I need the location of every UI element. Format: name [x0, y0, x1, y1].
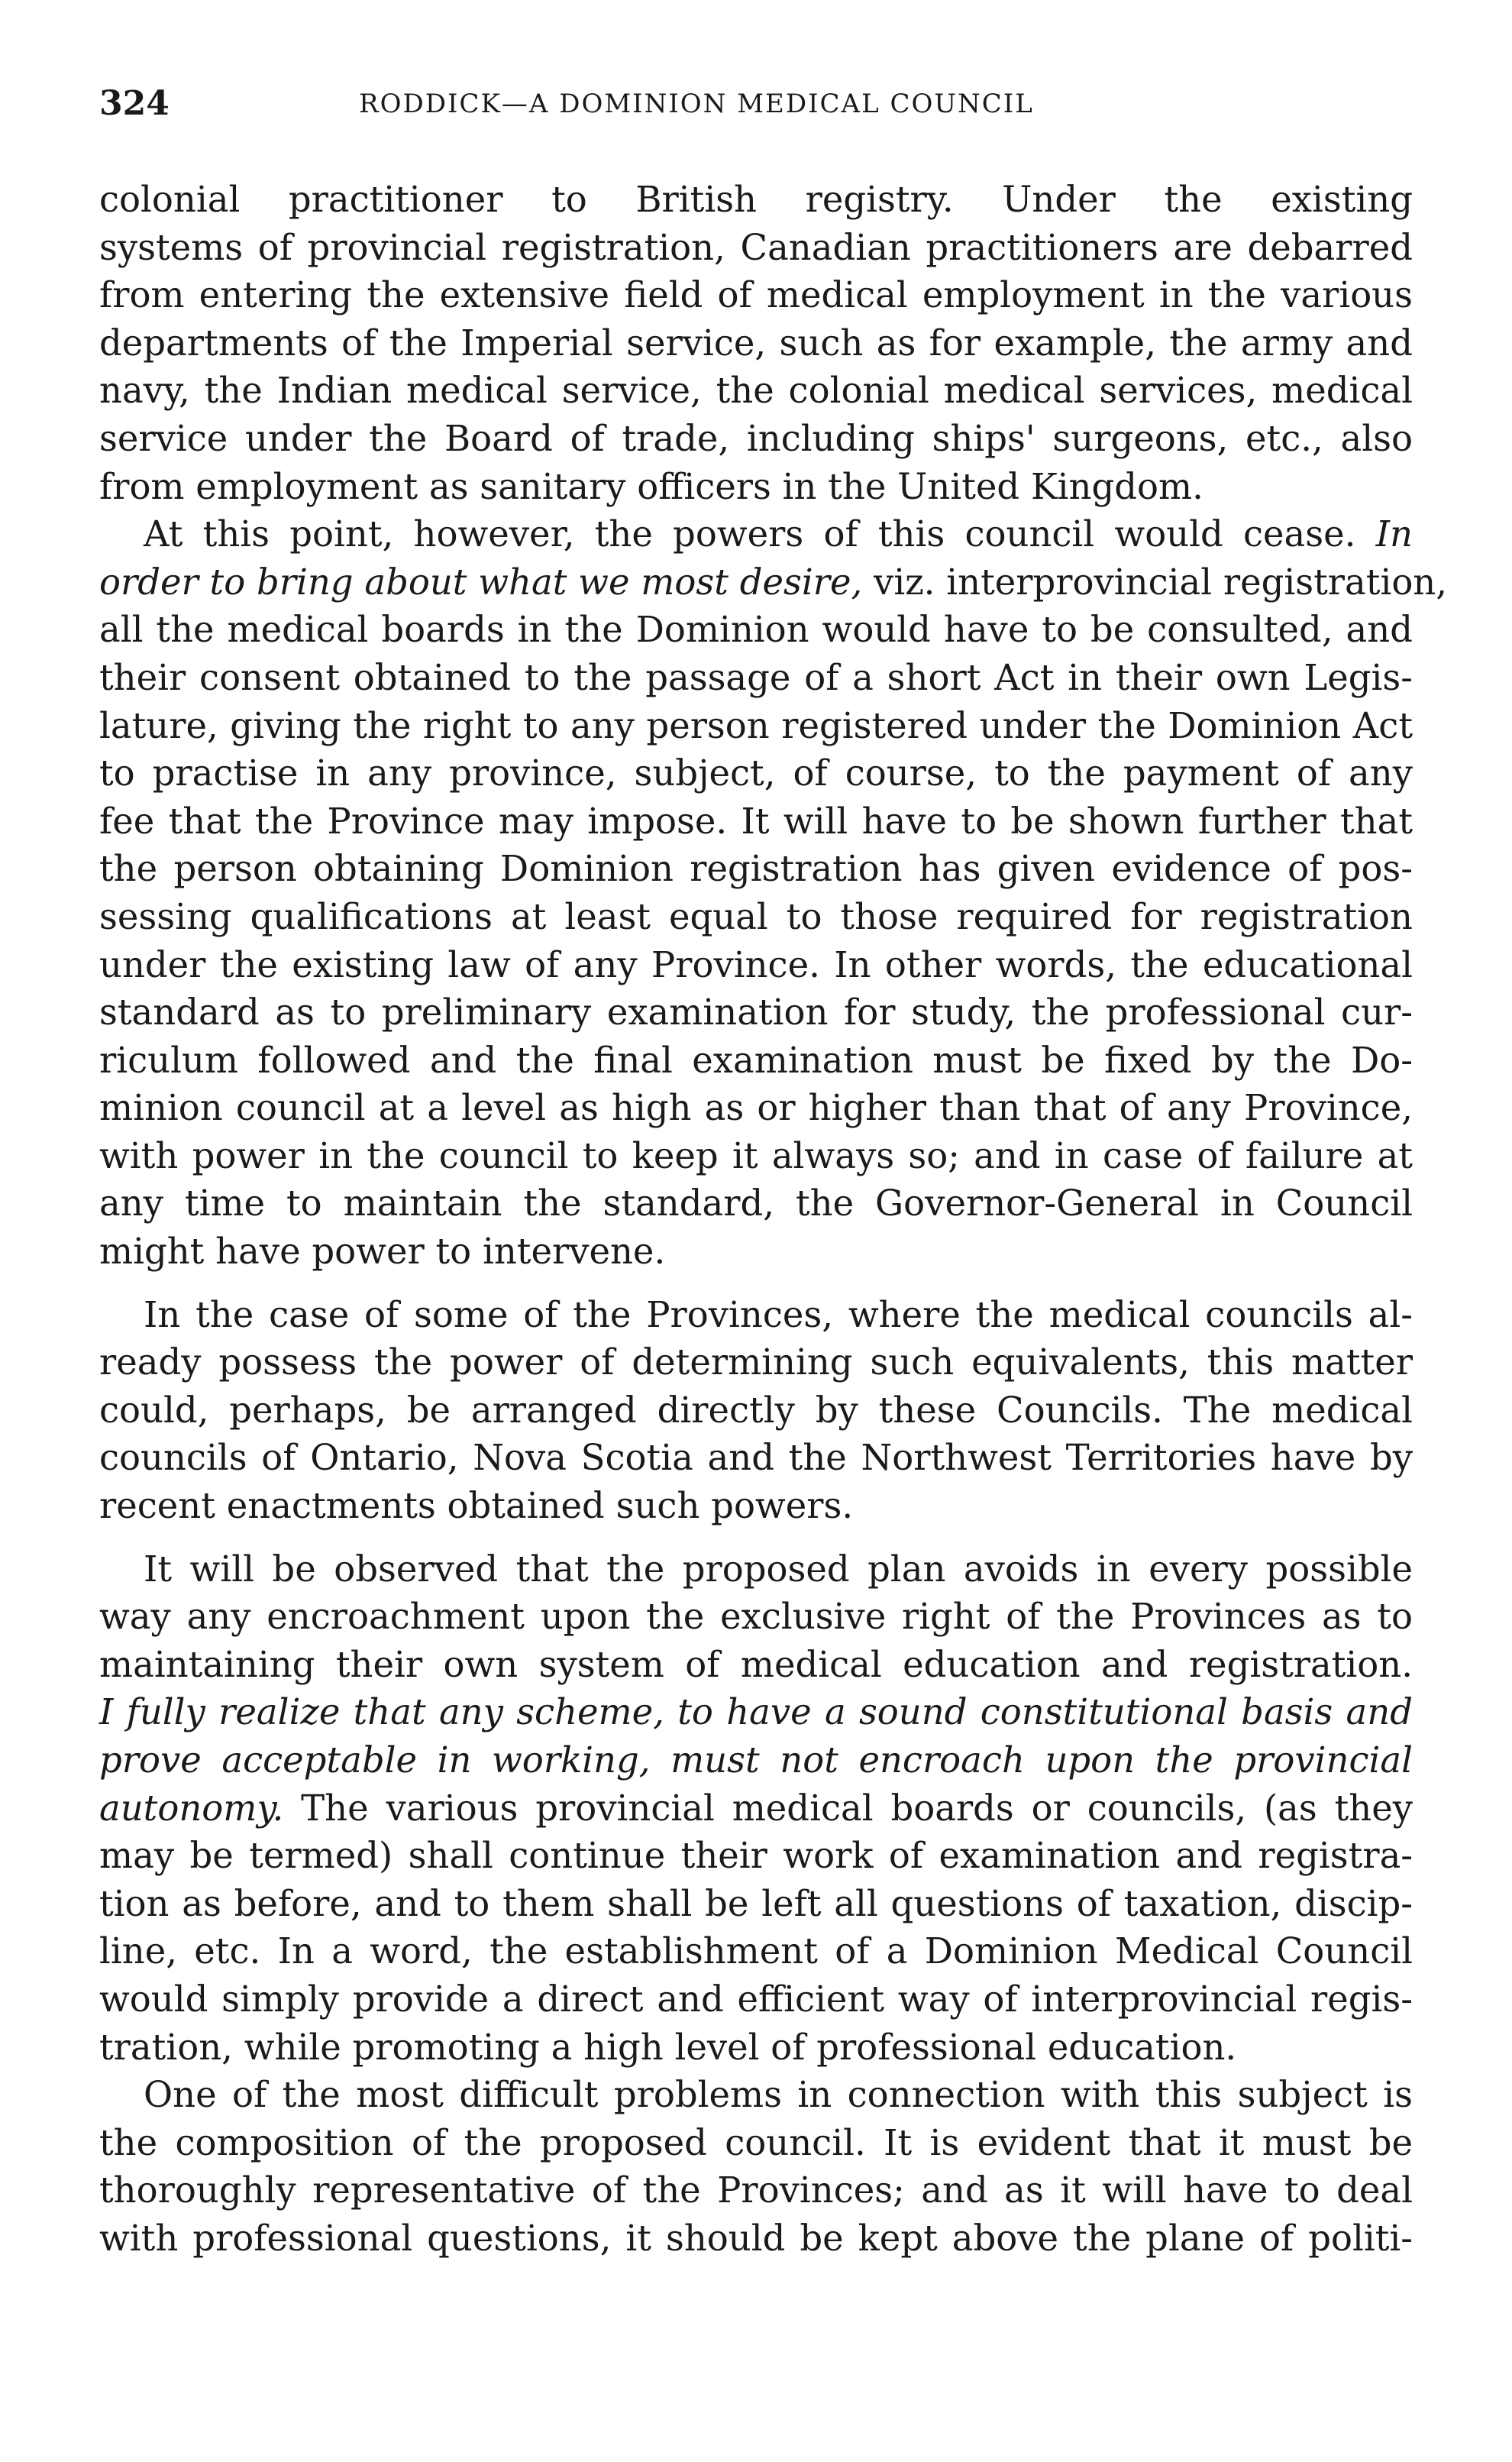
paragraph-gap [99, 1276, 1413, 1291]
running-head: RODDICK—A DOMINION MEDICAL COUNCIL [359, 89, 1034, 119]
text-line: any time to maintain the standard, the Governor-General in Council [99, 1182, 1413, 1225]
text-line: minion council at a level as high as or higher than that of any Province, [99, 1087, 1413, 1129]
text-line: their consent obtained to the passage of a short Act in their own Legis- [99, 656, 1413, 698]
text-line: with professional questions, it should be kept above the plane of politi- [99, 2217, 1413, 2259]
text-run: The various provincial medical boards or councils, (as they [283, 1787, 1413, 1829]
text-line [99, 1784, 1413, 1833]
page-number: 324 [99, 84, 170, 123]
text-run: viz. interprovincial registration, [862, 561, 1448, 603]
text-line: with power in the council to keep it always so; and in case of failure at [99, 1134, 1413, 1176]
text-line [99, 1736, 1413, 1784]
text-line: departments of the Imperial service, such as for example, the army and [99, 322, 1413, 364]
italic-run: autonomy. [99, 1787, 284, 1829]
text-line: fee that the Province may impose. It will have to be shown further that [99, 800, 1413, 842]
italic-run: order to bring about what we most desire, [99, 561, 863, 603]
text-line: tration, while promoting a high level of professional education. [99, 2026, 1237, 2068]
text-line: maintaining their own system of medical education and registration. [99, 1643, 1413, 1685]
text-line: councils of Ontario, Nova Scotia and the Northwest Territories have by [99, 1437, 1413, 1479]
text-line: sessing qualifications at least equal to those required for registration [99, 895, 1413, 937]
paragraph-3 [99, 1291, 1413, 1530]
text-line: line, etc. In a word, the establishment of a Dominion Medical Council [99, 1930, 1413, 1972]
paragraph-5 [99, 2071, 1413, 2262]
text-line: tion as before, and to them shall be left all questions of taxation, discip- [99, 1882, 1413, 1924]
paragraph-gap [99, 1530, 1413, 1545]
page [99, 84, 1448, 2263]
text-line: systems of provincial registration, Canadian practitioners are debarred [99, 226, 1413, 268]
paragraph-1 [99, 176, 1413, 510]
text-line: standard as to preliminary examination for study, the professional cur- [99, 992, 1413, 1034]
paragraph-4 [99, 1545, 1413, 2072]
italic-run: I fully realize that any scheme, to have a sound constitutional basis and [99, 1691, 1413, 1733]
text-line [99, 510, 1413, 558]
text-line: to practise in any province, subject, of course, to the payment of any [99, 752, 1413, 794]
text-line [99, 558, 1448, 607]
text-line: could, perhaps, be arranged directly by these Councils. The medical [99, 1389, 1413, 1431]
text-line: navy, the Indian medical service, the colonial medical services, medical [99, 370, 1413, 412]
text-line: under the existing law of any Province. In other words, the educational [99, 943, 1413, 985]
text-line: service under the Board of trade, including ships' surgeons, etc., also [99, 417, 1413, 459]
text-line: It will be observed that the proposed plan avoids in every possible [144, 1548, 1413, 1590]
text-line: might have power to intervene. [99, 1231, 666, 1273]
text-line [99, 1688, 1413, 1736]
text-line: from employment as sanitary officers in the United Kingdom. [99, 465, 1203, 507]
text-line: the composition of the proposed council. It is evident that it must be [99, 2121, 1413, 2163]
text-line: riculum followed and the final examination must be fixed by the Do- [99, 1039, 1413, 1081]
text-line: from entering the extensive field of medical employment in the various [99, 274, 1413, 316]
paragraph-2 [99, 510, 1448, 1276]
page-header [99, 84, 1413, 137]
text-line: would simply provide a direct and efficient way of interprovincial regis- [99, 1978, 1413, 2020]
text-line: may be termed) shall continue their work of examination and registra- [99, 1835, 1413, 1877]
italic-run: In [1375, 513, 1413, 555]
text-line: One of the most difficult problems in connection with this subject is [144, 2074, 1413, 2116]
text-line: all the medical boards in the Dominion would have to be consulted, and [99, 609, 1413, 651]
text-line: thoroughly representative of the Provinces; and as it will have to deal [99, 2169, 1413, 2211]
text-line: lature, giving the right to any person registered under the Dominion Act [99, 704, 1413, 746]
text-line: colonial practitioner to British registry. Under the existing [99, 179, 1413, 220]
text-line: way any encroachment upon the exclusive right of the Provinces as to [99, 1596, 1413, 1638]
text-line: ready possess the power of determining such equivalents, this matter [99, 1341, 1413, 1383]
text-line: In the case of some of the Provinces, where the medical councils al- [144, 1293, 1413, 1335]
text-line: recent enactments obtained such powers. [99, 1485, 854, 1527]
text-run: At this point, however, the powers of this council would cease. [144, 513, 1356, 555]
italic-run: prove acceptable in working, must not encroach upon the provincial [99, 1739, 1413, 1781]
body-text [99, 176, 1448, 2263]
text-line: the person obtaining Dominion registration has given evidence of pos- [99, 848, 1413, 890]
